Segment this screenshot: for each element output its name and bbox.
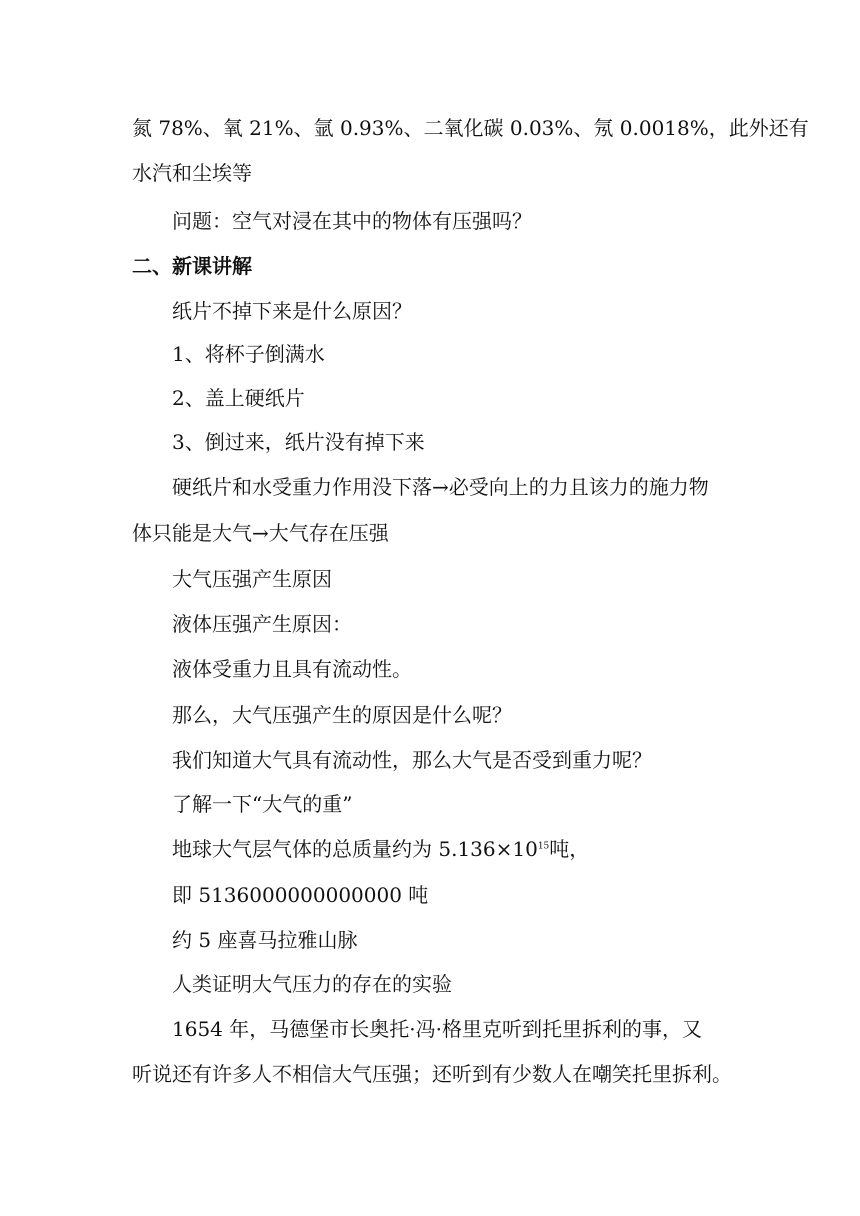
mass-exponent: 15 xyxy=(537,841,550,852)
step-3: 3、倒过来，纸片没有掉下来 xyxy=(172,430,425,454)
liquid-cause-title: 液体压强产生原因： xyxy=(172,612,352,636)
composition-line-1: 氮 78%、氧 21%、氩 0.93%、二氧化碳 0.03%、氖 0.0018%，此外还有 xyxy=(132,116,809,140)
mass-suffix: 吨， xyxy=(549,837,590,861)
question-3: 我们知道大气具有流动性，那么大气是否受到重力呢？ xyxy=(172,748,652,772)
step-1: 1、将杯子倒满水 xyxy=(172,342,325,366)
mass-full: 即 5136000000000000 吨 xyxy=(172,883,429,907)
step-2: 2、盖上硬纸片 xyxy=(172,386,305,410)
himalaya-line: 约 5 座喜马拉雅山脉 xyxy=(172,928,358,952)
section-heading: 二、新课讲解 xyxy=(132,254,252,278)
story-line-2: 听说还有许多人不相信大气压强；还听到有少数人在嘲笑托里拆利。 xyxy=(132,1062,732,1086)
question-2: 那么，大气压强产生的原因是什么呢？ xyxy=(172,703,512,727)
reason-line-1: 硬纸片和水受重力作用没下落→必受向上的力且该力的施力物 xyxy=(172,475,709,499)
liquid-cause: 液体受重力且具有流动性。 xyxy=(172,657,412,681)
mass-prefix: 地球大气层气体的总质量约为 5.136×10 xyxy=(172,837,538,861)
composition-line-2: 水汽和尘埃等 xyxy=(132,161,252,185)
learn-heading: 了解一下“大气的重” xyxy=(172,792,353,816)
cause-title: 大气压强产生原因 xyxy=(172,567,332,591)
mass-line xyxy=(172,835,589,863)
reason-line-2: 体只能是大气→大气存在压强 xyxy=(132,521,389,545)
question-paragraph: 问题：空气对浸在其中的物体有压强吗？ xyxy=(172,209,532,233)
story-line-1: 1654 年，马德堡市长奥托·冯·格里克听到托里拆利的事，又 xyxy=(172,1017,702,1041)
paper-question: 纸片不掉下来是什么原因？ xyxy=(172,299,412,323)
experiment-title: 人类证明大气压力的存在的实验 xyxy=(172,972,452,996)
